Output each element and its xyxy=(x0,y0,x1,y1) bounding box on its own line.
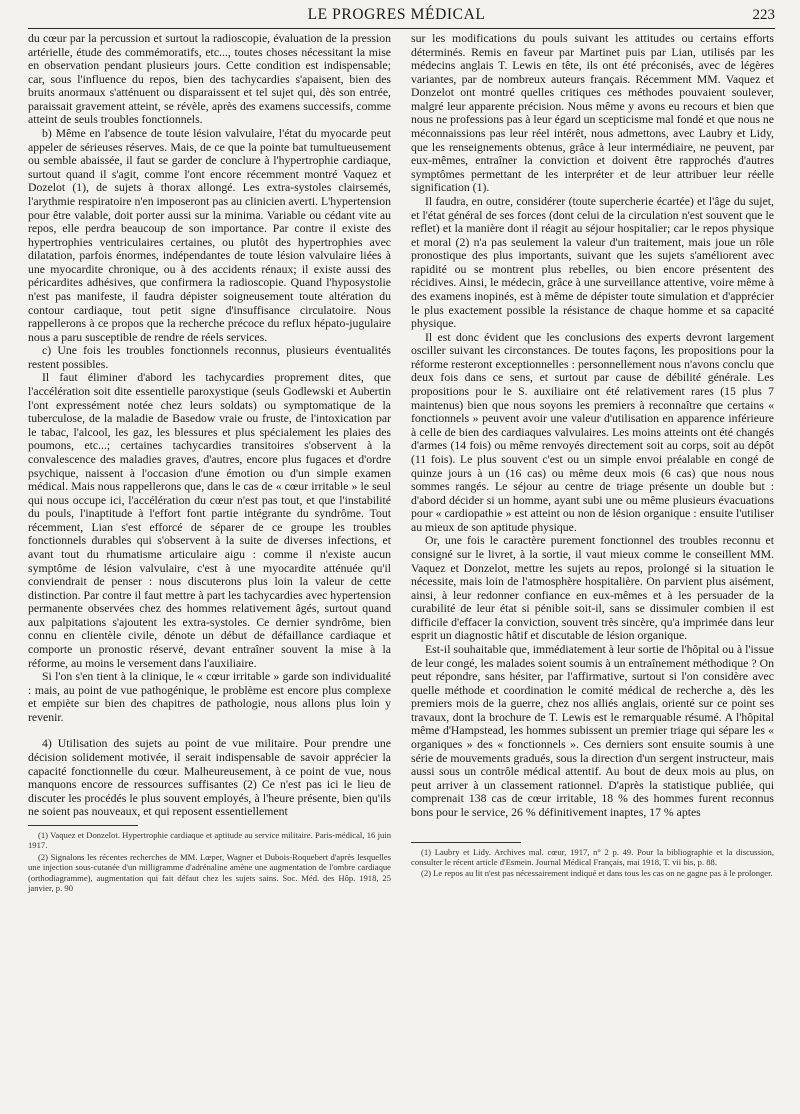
footnote-rule xyxy=(28,825,138,826)
paragraph: Est-il souhaitable que, immédiatement à leur sortie de l'hôpital ou à l'issue de leur congé, les malades soient soumis à un entraînement méthodique ? On peut répondre, sans hésiter, par l'affirmative, surtout si l'on considère avec quelle méthode et coordination le comité médical de recherche a, dès les premiers mois de la guerre, chez nos alliés anglais, orienté sur ce point ses travaux, dont la brochure de T. Lewis est le remarquable résumé. A l'hôpital même d'Hampstead, les hommes subissent un premier triage qui sépare les « organiques » des « fonctionnels ». Ces derniers sont ensuite soumis à une série de mouvements gradués, sous la direction d'un sergent instructeur, mais aussi sous un contrôle médical attentif. Au bout de deux mois au plus, on peut arriver à un classement rationnel. D'après la statistique publiée, qui comprenait 138 cas de cœur irritable, 18 % des hommes furent reconnus bons pour le service, 26 % définitivement inaptes, 17 % aptes xyxy=(411,643,774,819)
paragraph: Il faut éliminer d'abord les tachycardies proprement dites, que l'accélération soit dite essentielle paroxystique (seuls Godlewski et Aubertin l'ont expressément notée chez leurs soldats) ou symptomatique de la tuberculose, de la maladie de Basedow vraie ou fruste, de l'intoxication par le tabac, l'alcool, les gaz, les blessures et plus spécialement les plaies des poumons, etc...; certaines tachycardies transitoires s'observent à la convalescence des maladies graves, d'autres, encore plus fugaces et d'ordre psychique, naissent à l'occasion d'une émotion ou d'un simple examen médical. Mais nous rappellerons que, dans le cas de « cœur irritable » le seul qui nous occupe ici, l'accélération du cœur n'est pas tout, et que l'instabilité du pouls, l'inaptitude à l'effort font partie intégrante du syndrôme. Tout récemment, Lian s'est efforcé de séparer de ce groupe les troubles fonctionnels durables qui s'observent à la suite de diverses infections, et avant tout du rhumatisme articulaire aigu : comme il n'existe aucun symptôme de lésion valvulaire, c'est à une myocardite atténuée qu'il conviendrait de penser : nous discuterons plus loin la valeur de cette distinction. Par contre il faut mettre à part les tachycardies avec hypertension permanente observées chez des hommes relativement âgés, surtout quand aux palpitations s'ajoutent les extra-systoles. Ce dernier syndrôme, bien connu en clientèle civile, dénote un début de défaillance cardiaque et comporte un pronostic réservé, devant entraîner souvent la mise à la réforme, au moins le versement dans l'auxiliaire. xyxy=(28,371,391,670)
footnote: (1) Laubry et Lidy. Archives mal. cœur, 1917, n° 2 p. 49. Pour la bibliographie et la discussion, consulter le récent article d'Esmein. Journal Médical Français, mai 1918, T. vii bis, p. 88. xyxy=(411,846,774,867)
left-column xyxy=(28,32,391,894)
footnote: (1) Vaquez et Donzelot. Hypertrophie cardiaque et aptitude au service militaire. Paris-médical, 16 juin 1917. xyxy=(28,829,391,851)
paragraph: Or, une fois le caractère purement fonctionnel des troubles reconnu et consigné sur le livret, à la sortie, il vaut mieux comme le conseillent MM. Vaquez et Donzelot, mettre les sujets au repos, prolongé si la situation le nécessite, mais loin de l'atmosphère hospitalière. On parvient plus aisément, ainsi, à leur redonner confiance en eux-mêmes et à les persuader de la curabilité de leur état si pénible soit-il, sans se dissimuler combien il est difficile d'effacer la conviction, souvent très sincère, qu'a imprimée dans leur esprit un diagnostic hâtif et discutable de lésion organique. xyxy=(411,534,774,643)
right-column xyxy=(411,32,774,894)
paragraph: Il faudra, en outre, considérer (toute supercherie écartée) et l'âge du sujet, et l'état général de ses forces (dont celui de la circulation n'est souvent que le reflet) et la manière dont il réagit au séjour hospitalier; car le repos physique et moral (2) n'a pas seulement la valeur d'un traitement, mais joue un rôle pronostique des plus importants, suivant que les sujets s'améliorent avec rapidité ou se montrent plus rebelles, ou bien encore présentent des récidives. Ainsi, le médecin, grâce à une surveillance attentive, voire même à des examens inopinés, est à même de dépister toute simulation et d'apprécier le plus exactement possible la résistance de chaque homme et sa capacité physique. xyxy=(411,194,774,331)
running-title: LE PROGRES MÉDICAL xyxy=(307,6,486,23)
paragraph: Si l'on s'en tient à la clinique, le « cœur irritable » garde son individualité : mais, au point de vue pathogénique, le problème est encore plus complexe et empiète sur bien des chapitres de pathologie, nous allons plus loin y revenir. xyxy=(28,670,391,724)
footnotes-left xyxy=(28,825,391,893)
paragraph: c) Une fois les troubles fonctionnels reconnus, plusieurs éventualités restent possibles. xyxy=(28,344,391,371)
footnote-rule xyxy=(411,842,521,843)
footnote: (2) Le repos au lit n'est pas nécessairement indiqué et dans tous les cas on ne gagne pas à le prolonger. xyxy=(421,868,773,879)
two-column-body xyxy=(28,32,775,894)
paragraph: b) Même en l'absence de toute lésion valvulaire, l'état du myocarde peut appeler de sérieuses réserves. Mais, de ce que la pointe bat tumultueusement ou semble abaissée, il faut se garder de conclure à l'hypertrophie cardiaque, surtout quand il s'agit, comme l'ont encore récemment montré Vaquez et Dozelot (1), de sujets à thorax allongé. Les extra-systoles clairsemés, l'arythmie respiratoire n'en imposeront pas au clinicien averti. L'hypertension pour être valable, doit porter aussi sur la minima. Variable ou cédant vite au repos, elle perdra beaucoup de son importance. Par contre il existe des hypertrophies ventriculaires certaines, ou plutôt des hypertrophies avec dilatation, parfois énormes, indépendantes de toute lésion valvulaire liées à une myocardite chronique, ou à des accidents rénaux; il existe aussi des péricardites adhésives, que confirmera la radioscopie. Quand l'hyposystolie n'est pas manifeste, il faudra dépister soigneusement toute altération du contour cardiaque, tout petit signe d'insuffisance circulatoire. Nous rappellerons à ce propos que la recherche précoce du reflux hépato-jugulaire nous a paru susceptible de rendre de réels services. xyxy=(28,127,391,344)
footnotes-right xyxy=(411,842,774,879)
footnote: (2) Signalons les récentes recherches de MM. Lœper, Wagner et Dubois-Roquebert d'après lesquelles une injection sous-cutanée d'un milligramme d'adrénaline amène une augmentation de l'ombre cardiaque (orthodiagramme), augmentation qui fait défaut chez les sujets sains. Soc. Méd. des Hôp. 1918, 25 janvier, p. 90 xyxy=(28,851,391,893)
paragraph: sur les modifications du pouls suivant les attitudes ou certains efforts déterminés. Remis en faveur par Martinet puis par Lian, utilisés par les médecins anglais T. Lewis en tête, ils ont été préconisés, avec de légères variantes, par de nombreux auteurs français. Récemment MM. Vaquez et Donzelot ont montré quelles critiques ces méthodes pouvaient soulever, malgré leur apparente précision. Nous même y avons eu recours et bien que nous ne professions pas à leur égard un scepticisme mal fondé et que nous ne méconnaissions pas leur réel intérêt, nous admettons, avec Laubry et Lidy, que les renseignements obtenus, grâce à leur intermédiaire, ne peuvent, par eux-mêmes, entraîner la conviction et doivent être rapprochés d'autres symptômes permettant de les interpréter et de leur attribuer leur réelle signification (1). xyxy=(411,32,774,195)
section-paragraph: 4) Utilisation des sujets au point de vue militaire. Pour prendre une décision solidement motivée, il serait indispensable de savoir apprécier la capacité fonctionnelle du cœur. Malheureusement, à ce point de vue, nous manquons encore de ressources suffisantes (2) Ce n'est pas ici le lieu de discuter les procédés le plus souvent employés, à l'heure présente, bien qu'ils ne soient pas nouveaux, et qui reposent essentiellement xyxy=(28,737,391,819)
running-header xyxy=(28,6,775,29)
paragraph: du cœur par la percussion et surtout la radioscopie, évaluation de la pression artérielle, étude des commémoratifs, etc..., toutes choses nécessitant la mise en observation pendant plusieurs jours. Cette condition est indispensable; car, sous l'influence du repos, bien des tachycardies s'apaisent, bien des bruits anormaux s'atténuent ou disparaissent et tel sujet qui, dès son entrée, paraissait gravement atteint, se révèle, après des examens successifs, comme atteint de seuls troubles fonctionnels. xyxy=(28,32,391,127)
page-number: 223 xyxy=(752,7,775,23)
paragraph: Il est donc évident que les conclusions des experts devront largement osciller suivant les circonstances. De toutes façons, les propositions pour la réforme resteront exceptionnelles : personnellement nous n'avons conclu que deux fois dans ce sens, et surtout par cause de débilité générale. Les propositions pour le S. auxiliaire ont été relativement rares (15 plus 7 maintenus) bien que nous soyons les premiers à reconnaître que certains « fonctionnels » peuvent avoir une valeur d'utilisation en apparence inférieure à celle de bien des cardiaques valvulaires. Les moins atteints ont été changés d'armes (14 fois) ou même renvoyés directement soit au corps, soit au dépôt (11 fois). Le plus souvent c'est ou un simple envoi préalable en congé de quinze jours à un (16 cas) ou même deux mois (6 cas) que nous nous sommes rangés. Le séjour au centre de triage présente un double but : d'abord décider si un homme, ayant subi une ou même plusieurs évacuations pour « cardiopathie » est atteint ou non de lésion organique : ensuite l'utiliser au mieux de son aptitude physique. xyxy=(411,330,774,534)
